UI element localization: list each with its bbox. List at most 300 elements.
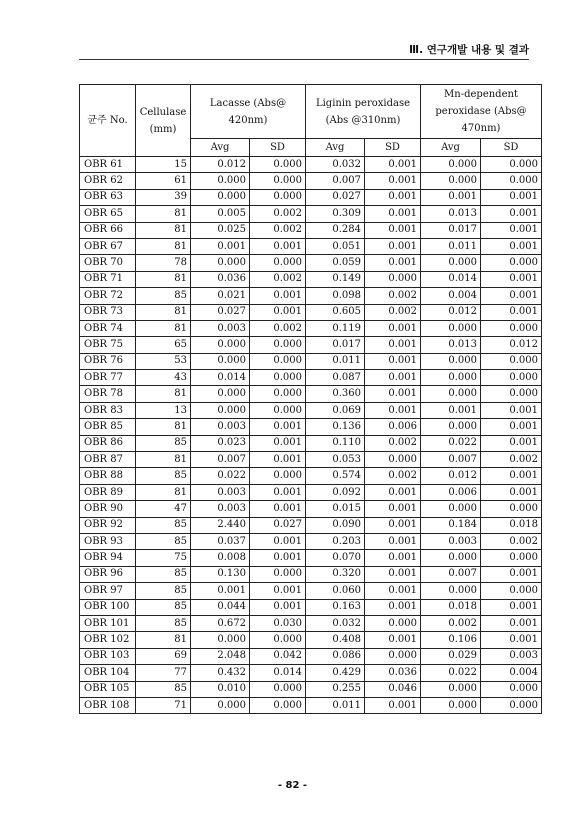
value-cell: 0.574	[306, 468, 365, 484]
value-cell: 0.001	[365, 157, 421, 173]
value-cell: 0.032	[306, 157, 365, 173]
table-row	[80, 271, 542, 287]
value-cell: 85	[136, 533, 191, 549]
value-cell: 0.000	[365, 452, 421, 468]
value-cell: 0.001	[481, 304, 542, 320]
value-cell: 0.053	[306, 452, 365, 468]
value-cell: 0.001	[365, 189, 421, 205]
strain-id-cell: OBR 67	[80, 238, 136, 254]
value-cell: 0.000	[250, 189, 306, 205]
strain-id-cell: OBR 93	[80, 533, 136, 549]
value-cell: 0.044	[191, 599, 250, 615]
strain-id-cell: OBR 94	[80, 550, 136, 566]
table-row	[80, 468, 542, 484]
value-cell: 0.011	[306, 697, 365, 713]
value-cell: 0.203	[306, 533, 365, 549]
value-cell: 0.001	[481, 435, 542, 451]
value-cell: 0.000	[191, 337, 250, 353]
subheader-avg: Avg	[421, 139, 481, 157]
value-cell: 0.015	[306, 501, 365, 517]
table-row	[80, 665, 542, 681]
value-cell: 0.001	[481, 468, 542, 484]
table-row	[80, 386, 542, 402]
value-cell: 0.025	[191, 222, 250, 238]
value-cell: 0.130	[191, 566, 250, 582]
value-cell: 0.000	[481, 320, 542, 336]
value-cell: 81	[136, 320, 191, 336]
value-cell: 0.001	[365, 238, 421, 254]
value-cell: 0.001	[365, 632, 421, 648]
table-row	[80, 435, 542, 451]
value-cell: 0.000	[481, 353, 542, 369]
value-cell: 0.001	[365, 386, 421, 402]
value-cell: 0.000	[481, 157, 542, 173]
value-cell: 0.000	[250, 468, 306, 484]
value-cell: 0.001	[365, 566, 421, 582]
value-cell: 0.001	[365, 353, 421, 369]
value-cell: 0.001	[365, 402, 421, 418]
subheader-sd: SD	[481, 139, 542, 157]
value-cell: 81	[136, 632, 191, 648]
table-row	[80, 288, 542, 304]
value-cell: 0.001	[250, 550, 306, 566]
value-cell: 0.012	[421, 304, 481, 320]
strain-id-cell: OBR 89	[80, 484, 136, 500]
header-strain: 균주 No.	[80, 85, 136, 157]
value-cell: 0.672	[191, 615, 250, 631]
value-cell: 0.000	[421, 550, 481, 566]
strain-id-cell: OBR 70	[80, 255, 136, 271]
strain-id-cell: OBR 83	[80, 402, 136, 418]
value-cell: 0.012	[191, 157, 250, 173]
value-cell: 0.004	[421, 288, 481, 304]
value-cell: 0.011	[306, 353, 365, 369]
value-cell: 0.036	[191, 271, 250, 287]
value-cell: 0.000	[191, 402, 250, 418]
table-row	[80, 419, 542, 435]
table-row	[80, 501, 542, 517]
value-cell: 0.000	[191, 255, 250, 271]
value-cell: 0.022	[421, 435, 481, 451]
value-cell: 0.001	[481, 566, 542, 582]
value-cell: 13	[136, 402, 191, 418]
table-row	[80, 402, 542, 418]
subheader-sd: SD	[365, 139, 421, 157]
value-cell: 0.000	[250, 402, 306, 418]
value-cell: 0.027	[250, 517, 306, 533]
value-cell: 0.001	[365, 206, 421, 222]
value-cell: 0.002	[365, 468, 421, 484]
value-cell: 0.006	[421, 484, 481, 500]
table-body	[80, 157, 542, 714]
table-row	[80, 353, 542, 369]
strain-id-cell: OBR 66	[80, 222, 136, 238]
strain-id-cell: OBR 105	[80, 681, 136, 697]
value-cell: 75	[136, 550, 191, 566]
value-cell: 0.017	[306, 337, 365, 353]
value-cell: 0.010	[191, 681, 250, 697]
value-cell: 0.001	[481, 615, 542, 631]
value-cell: 0.008	[191, 550, 250, 566]
subheader-avg: Avg	[306, 139, 365, 157]
table-row	[80, 566, 542, 582]
value-cell: 85	[136, 599, 191, 615]
value-cell: 0.000	[365, 648, 421, 664]
value-cell: 0.001	[250, 238, 306, 254]
value-cell: 0.000	[250, 157, 306, 173]
table-row	[80, 370, 542, 386]
value-cell: 0.255	[306, 681, 365, 697]
value-cell: 0.001	[250, 288, 306, 304]
section-title: Ⅲ. 연구개발 내용 및 결과	[409, 44, 529, 56]
table-row	[80, 157, 542, 173]
value-cell: 0.002	[481, 452, 542, 468]
value-cell: 0.001	[365, 173, 421, 189]
value-cell: 0.013	[421, 337, 481, 353]
strain-id-cell: OBR 86	[80, 435, 136, 451]
value-cell: 0.023	[191, 435, 250, 451]
value-cell: 0.429	[306, 665, 365, 681]
value-cell: 2.440	[191, 517, 250, 533]
table-row	[80, 222, 542, 238]
value-cell: 85	[136, 615, 191, 631]
strain-id-cell: OBR 87	[80, 452, 136, 468]
value-cell: 0.011	[421, 238, 481, 254]
value-cell: 61	[136, 173, 191, 189]
value-cell: 0.002	[365, 304, 421, 320]
strain-id-cell: OBR 85	[80, 419, 136, 435]
table-row	[80, 484, 542, 500]
table-row	[80, 615, 542, 631]
value-cell: 81	[136, 419, 191, 435]
value-cell: 81	[136, 452, 191, 468]
strain-id-cell: OBR 96	[80, 566, 136, 582]
value-cell: 43	[136, 370, 191, 386]
value-cell: 81	[136, 271, 191, 287]
value-cell: 0.000	[421, 370, 481, 386]
table-row	[80, 697, 542, 713]
value-cell: 0.003	[191, 484, 250, 500]
header-divider	[79, 59, 529, 60]
value-cell: 0.001	[250, 304, 306, 320]
table-row	[80, 681, 542, 697]
value-cell: 0.000	[250, 370, 306, 386]
table-row	[80, 550, 542, 566]
value-cell: 0.408	[306, 632, 365, 648]
header-lignin-peroxidase: Liginin peroxidase (Abs @310nm)	[306, 85, 421, 139]
value-cell: 0.000	[421, 583, 481, 599]
value-cell: 81	[136, 484, 191, 500]
value-cell: 0.000	[191, 632, 250, 648]
value-cell: 0.005	[191, 206, 250, 222]
value-cell: 0.000	[421, 386, 481, 402]
value-cell: 0.032	[306, 615, 365, 631]
value-cell: 0.000	[481, 681, 542, 697]
table-row	[80, 189, 542, 205]
value-cell: 0.012	[481, 337, 542, 353]
value-cell: 0.018	[421, 599, 481, 615]
value-cell: 0.002	[365, 435, 421, 451]
value-cell: 53	[136, 353, 191, 369]
strain-id-cell: OBR 63	[80, 189, 136, 205]
value-cell: 81	[136, 206, 191, 222]
table-row	[80, 337, 542, 353]
value-cell: 0.000	[481, 583, 542, 599]
value-cell: 0.001	[365, 599, 421, 615]
value-cell: 0.001	[365, 697, 421, 713]
value-cell: 0.001	[365, 222, 421, 238]
value-cell: 0.000	[365, 615, 421, 631]
value-cell: 0.004	[481, 665, 542, 681]
value-cell: 0.027	[191, 304, 250, 320]
value-cell: 0.014	[421, 271, 481, 287]
value-cell: 0.003	[191, 419, 250, 435]
value-cell: 0.001	[481, 632, 542, 648]
table-row	[80, 255, 542, 271]
strain-id-cell: OBR 72	[80, 288, 136, 304]
value-cell: 0.002	[250, 271, 306, 287]
strain-id-cell: OBR 103	[80, 648, 136, 664]
value-cell: 0.001	[250, 419, 306, 435]
header-mn-peroxidase: Mn-dependent peroxidase (Abs@ 470nm)	[421, 85, 542, 139]
value-cell: 0.060	[306, 583, 365, 599]
value-cell: 0.001	[481, 484, 542, 500]
value-cell: 0.030	[250, 615, 306, 631]
value-cell: 0.106	[421, 632, 481, 648]
value-cell: 0.001	[481, 288, 542, 304]
value-cell: 0.070	[306, 550, 365, 566]
enzyme-activity-table	[79, 84, 542, 714]
value-cell: 0.029	[421, 648, 481, 664]
value-cell: 0.021	[191, 288, 250, 304]
strain-id-cell: OBR 71	[80, 271, 136, 287]
value-cell: 0.002	[481, 533, 542, 549]
value-cell: 0.000	[421, 501, 481, 517]
value-cell: 0.001	[250, 435, 306, 451]
value-cell: 0.360	[306, 386, 365, 402]
value-cell: 0.000	[481, 501, 542, 517]
value-cell: 0.046	[365, 681, 421, 697]
value-cell: 0.001	[365, 484, 421, 500]
value-cell: 0.014	[191, 370, 250, 386]
value-cell: 85	[136, 583, 191, 599]
value-cell: 0.001	[421, 402, 481, 418]
strain-id-cell: OBR 75	[80, 337, 136, 353]
strain-id-cell: OBR 74	[80, 320, 136, 336]
value-cell: 0.007	[421, 452, 481, 468]
subheader-avg: Avg	[191, 139, 250, 157]
value-cell: 0.119	[306, 320, 365, 336]
value-cell: 0.002	[250, 320, 306, 336]
value-cell: 0.284	[306, 222, 365, 238]
value-cell: 0.001	[365, 583, 421, 599]
value-cell: 0.000	[191, 173, 250, 189]
value-cell: 85	[136, 566, 191, 582]
value-cell: 0.136	[306, 419, 365, 435]
table-row	[80, 583, 542, 599]
value-cell: 0.002	[250, 222, 306, 238]
value-cell: 0.002	[421, 615, 481, 631]
value-cell: 47	[136, 501, 191, 517]
value-cell: 81	[136, 238, 191, 254]
value-cell: 0.003	[421, 533, 481, 549]
table-row	[80, 238, 542, 254]
value-cell: 0.006	[365, 419, 421, 435]
value-cell: 0.001	[481, 206, 542, 222]
value-cell: 0.001	[481, 419, 542, 435]
value-cell: 0.001	[365, 517, 421, 533]
value-cell: 0.000	[250, 386, 306, 402]
value-cell: 81	[136, 386, 191, 402]
value-cell: 0.027	[306, 189, 365, 205]
value-cell: 0.000	[191, 189, 250, 205]
table-row	[80, 173, 542, 189]
value-cell: 0.001	[365, 533, 421, 549]
value-cell: 0.001	[250, 452, 306, 468]
value-cell: 0.432	[191, 665, 250, 681]
value-cell: 0.018	[481, 517, 542, 533]
value-cell: 0.320	[306, 566, 365, 582]
value-cell: 0.001	[421, 189, 481, 205]
strain-id-cell: OBR 78	[80, 386, 136, 402]
value-cell: 0.001	[250, 501, 306, 517]
table-row	[80, 648, 542, 664]
value-cell: 0.012	[421, 468, 481, 484]
strain-id-cell: OBR 104	[80, 665, 136, 681]
value-cell: 0.000	[481, 370, 542, 386]
value-cell: 0.007	[306, 173, 365, 189]
value-cell: 15	[136, 157, 191, 173]
value-cell: 0.001	[365, 320, 421, 336]
value-cell: 0.042	[250, 648, 306, 664]
value-cell: 0.000	[365, 271, 421, 287]
value-cell: 0.149	[306, 271, 365, 287]
value-cell: 0.000	[250, 353, 306, 369]
value-cell: 0.000	[191, 353, 250, 369]
strain-id-cell: OBR 102	[80, 632, 136, 648]
strain-id-cell: OBR 101	[80, 615, 136, 631]
value-cell: 77	[136, 665, 191, 681]
header-cellulase: Cellulase (mm)	[136, 85, 191, 157]
value-cell: 0.000	[250, 697, 306, 713]
value-cell: 0.092	[306, 484, 365, 500]
value-cell: 0.001	[191, 238, 250, 254]
value-cell: 0.001	[481, 599, 542, 615]
value-cell: 0.001	[365, 255, 421, 271]
value-cell: 0.003	[191, 501, 250, 517]
value-cell: 0.000	[250, 632, 306, 648]
value-cell: 0.000	[250, 337, 306, 353]
value-cell: 81	[136, 222, 191, 238]
value-cell: 0.000	[421, 681, 481, 697]
value-cell: 85	[136, 681, 191, 697]
strain-id-cell: OBR 88	[80, 468, 136, 484]
value-cell: 85	[136, 288, 191, 304]
table-row	[80, 452, 542, 468]
value-cell: 0.090	[306, 517, 365, 533]
value-cell: 85	[136, 517, 191, 533]
value-cell: 0.087	[306, 370, 365, 386]
value-cell: 0.000	[421, 255, 481, 271]
value-cell: 0.001	[481, 189, 542, 205]
value-cell: 0.001	[250, 599, 306, 615]
value-cell: 0.163	[306, 599, 365, 615]
value-cell: 0.000	[421, 173, 481, 189]
value-cell: 0.000	[250, 681, 306, 697]
value-cell: 0.001	[191, 583, 250, 599]
strain-id-cell: OBR 77	[80, 370, 136, 386]
strain-id-cell: OBR 108	[80, 697, 136, 713]
value-cell: 0.110	[306, 435, 365, 451]
value-cell: 0.017	[421, 222, 481, 238]
value-cell: 65	[136, 337, 191, 353]
value-cell: 0.003	[191, 320, 250, 336]
table-row	[80, 599, 542, 615]
value-cell: 85	[136, 468, 191, 484]
value-cell: 39	[136, 189, 191, 205]
value-cell: 0.001	[365, 337, 421, 353]
value-cell: 0.086	[306, 648, 365, 664]
value-cell: 0.184	[421, 517, 481, 533]
value-cell: 0.000	[481, 173, 542, 189]
strain-id-cell: OBR 73	[80, 304, 136, 320]
value-cell: 0.001	[250, 484, 306, 500]
value-cell: 0.001	[250, 583, 306, 599]
table-row	[80, 206, 542, 222]
value-cell: 71	[136, 697, 191, 713]
page-number: - 82 -	[277, 780, 308, 791]
value-cell: 0.001	[481, 271, 542, 287]
value-cell: 0.001	[365, 550, 421, 566]
value-cell: 0.001	[250, 533, 306, 549]
value-cell: 0.007	[421, 566, 481, 582]
value-cell: 0.001	[365, 501, 421, 517]
strain-id-cell: OBR 92	[80, 517, 136, 533]
value-cell: 0.000	[250, 173, 306, 189]
value-cell: 0.000	[421, 157, 481, 173]
strain-id-cell: OBR 76	[80, 353, 136, 369]
value-cell: 0.001	[365, 370, 421, 386]
value-cell: 78	[136, 255, 191, 271]
value-cell: 0.059	[306, 255, 365, 271]
value-cell: 0.069	[306, 402, 365, 418]
value-cell: 0.000	[250, 255, 306, 271]
value-cell: 2.048	[191, 648, 250, 664]
value-cell: 0.022	[421, 665, 481, 681]
value-cell: 0.000	[421, 419, 481, 435]
value-cell: 0.000	[250, 566, 306, 582]
value-cell: 0.022	[191, 468, 250, 484]
value-cell: 0.000	[481, 255, 542, 271]
value-cell: 0.014	[250, 665, 306, 681]
value-cell: 0.001	[481, 238, 542, 254]
value-cell: 81	[136, 304, 191, 320]
strain-id-cell: OBR 90	[80, 501, 136, 517]
value-cell: 0.000	[421, 697, 481, 713]
value-cell: 69	[136, 648, 191, 664]
strain-id-cell: OBR 65	[80, 206, 136, 222]
table-row	[80, 533, 542, 549]
value-cell: 0.605	[306, 304, 365, 320]
value-cell: 0.002	[365, 288, 421, 304]
strain-id-cell: OBR 97	[80, 583, 136, 599]
value-cell: 0.001	[481, 222, 542, 238]
table-row	[80, 304, 542, 320]
value-cell: 0.000	[421, 353, 481, 369]
value-cell: 0.003	[481, 648, 542, 664]
value-cell: 0.098	[306, 288, 365, 304]
subheader-sd: SD	[250, 139, 306, 157]
